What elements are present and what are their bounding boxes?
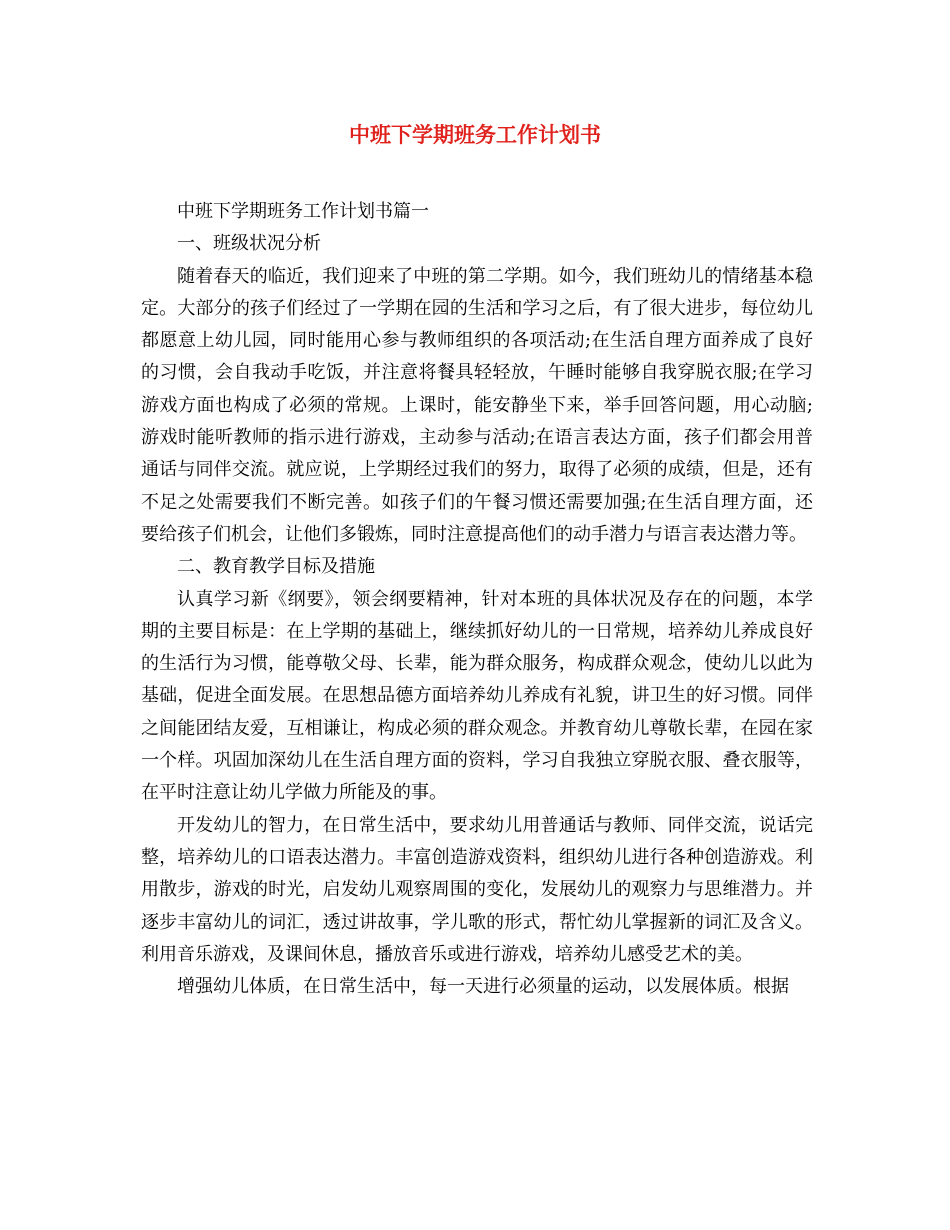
section-heading-class-status: 一、班级状况分析 [177, 233, 321, 255]
document-body [141, 196, 813, 1003]
paragraph-physique: 增强幼儿体质，在日常生活中，每一天进行必须量的运动，以发展体质。根据 [177, 976, 789, 998]
paragraph-goals: 认真学习新《纲要》，领会纲要精神，针对本班的具体状况及存在的问题，本学期的主要目标是：在上学期的基础上，继续抓好幼儿的一日常规，培养幼儿养成良好的生活行为习惯，能尊敬父母、长辈，能为群众服务，构成群众观念，使幼儿以此为基础，促进全面发展。在思想品德方面培养幼儿养成有礼貌，讲卫生的好习惯。同伴之间能团结友爱，互相谦让，构成必须的群众观念。并教育幼儿尊敬长辈，在园在家一个样。巩固加深幼儿在生活自理方面的资料，学习自我独立穿脱衣服、叠衣服等，在平时注意让幼儿学做力所能及的事。 [141, 588, 813, 804]
section-heading-goals: 二、教育教学目标及措施 [177, 556, 375, 578]
paragraph-class-status: 随着春天的临近，我们迎来了中班的第二学期。如今，我们班幼儿的情绪基本稳定。大部分的孩子们经过了一学期在园的生活和学习之后，有了很大进步，每位幼儿都愿意上幼儿园，同时能用心参与教师组织的各项活动;在生活自理方面养成了良好的习惯，会自我动手吃饭，并注意将餐具轻轻放，午睡时能够自我穿脱衣服;在学习游戏方面也构成了必须的常规。上课时，能安静坐下来，举手回答问题，用心动脑;游戏时能听教师的指示进行游戏，主动参与活动;在语言表达方面，孩子们都会用普通话与同伴交流。就应说，上学期经过我们的努力，取得了必须的成绩，但是，还有不足之处需要我们不断完善。如孩子们的午餐习惯还需要加强;在生活自理方面，还要给孩子们机会，让他们多锻炼，同时注意提高他们的动手潜力与语言表达潜力等。 [141, 265, 813, 545]
document-title: 中班下学期班务工作计划书 [349, 122, 601, 147]
paragraph-intelligence: 开发幼儿的智力，在日常生活中，要求幼儿用普通话与教师、同伴交流，说话完整，培养幼儿的口语表达潜力。丰富创造游戏资料，组织幼儿进行各种创造游戏。利用散步，游戏的时光，启发幼儿观察周围的变化，发展幼儿的观察力与思维潜力。并逐步丰富幼儿的词汇，透过讲故事，学儿歌的形式，帮忙幼儿掌握新的词汇及含义。利用音乐游戏，及课间休息，播放音乐或进行游戏，培养幼儿感受艺术的美。 [141, 814, 813, 965]
article-heading: 中班下学期班务工作计划书篇一 [177, 201, 429, 222]
